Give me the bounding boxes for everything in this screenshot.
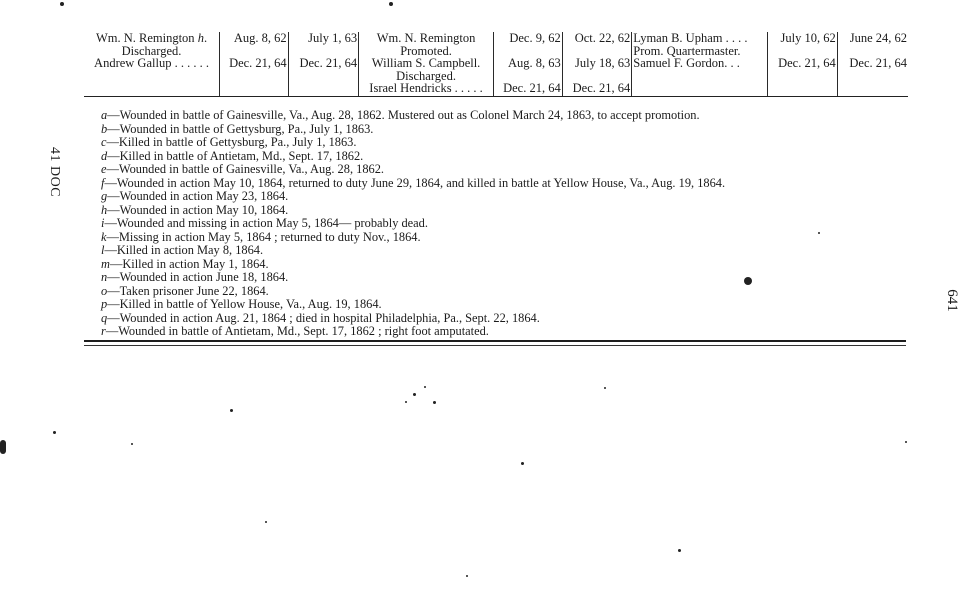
- footnote-text: —Killed in battle of Gettysburg, Pa., July 1, 1863.: [106, 135, 357, 149]
- officer-name: Andrew Gallup . . . . . .: [94, 56, 209, 70]
- table-cell: Dec. 21, 64: [220, 57, 289, 82]
- page-number: 641: [943, 289, 960, 312]
- footnote: [101, 244, 901, 258]
- footnote: [101, 285, 901, 299]
- ink-speck: [818, 232, 820, 234]
- table-cell: Wm. N. Remington h. Discharged.: [95, 31, 208, 58]
- table-row: [84, 57, 908, 82]
- table-cell: Dec. 21, 64: [494, 82, 563, 96]
- table-cell: Aug. 8, 62: [220, 32, 289, 57]
- footnote-text: —Missing in action May 5, 1864 ; returned to duty Nov., 1864.: [106, 229, 421, 244]
- footnote-key: c: [101, 135, 107, 149]
- ink-speck: [905, 441, 907, 443]
- footnote-key: m: [101, 256, 110, 271]
- ink-speck: [0, 440, 6, 454]
- table-cell: [837, 82, 908, 96]
- footnote-text: —Wounded in action Aug. 21, 1864 ; died in hospital Philadelphia, Pa., Sept. 22, 1864.: [107, 310, 540, 325]
- table-cell: Oct. 22, 62: [562, 32, 632, 57]
- footnote-text: —Wounded in action May 10, 1864, returned to duty June 29, 1864, and killed in battle at Yellow House, Va., Aug. 19, 1864.: [104, 175, 726, 190]
- ink-speck: [466, 575, 468, 577]
- footnote-key: f: [101, 175, 105, 190]
- footnote-key: r: [101, 324, 106, 338]
- footnote-key: p: [101, 297, 108, 311]
- footnote-text: —Killed in battle of Yellow House, Va., Aug. 19, 1864.: [107, 297, 382, 311]
- table-cell: July 1, 63: [288, 32, 358, 57]
- footnote-text: —Wounded in battle of Gainesville, Va., Aug. 28, 1862. Mustered out as Colonel March 24, 1863, to accept promotion.: [107, 108, 700, 122]
- ink-speck: [60, 2, 64, 6]
- footnote-text: —Wounded in battle of Gainesville, Va., Aug. 28, 1862.: [106, 162, 385, 176]
- footnote-text: —Killed in action May 1, 1864.: [109, 256, 269, 271]
- officer-name: Lyman B. Upham . . . .: [633, 31, 748, 45]
- officer-name: William S. Campbell.: [371, 56, 481, 70]
- officer-name: Samuel F. Gordon. . .: [633, 56, 740, 70]
- footnote-key: o: [101, 283, 108, 298]
- ink-speck: [521, 462, 524, 465]
- footnote-key: b: [101, 121, 108, 136]
- footnote: [101, 163, 901, 177]
- footnote-key: e: [101, 162, 107, 176]
- footnote-key: g: [101, 189, 108, 203]
- footnote: [101, 109, 901, 123]
- footnote: [101, 312, 901, 326]
- officer-name: Wm. N. Remington: [376, 31, 476, 45]
- table-cell: [359, 57, 494, 82]
- ink-speck: [424, 386, 426, 388]
- footnote-text: —Wounded in battle of Gettysburg, Pa., July 1, 1863.: [107, 121, 374, 136]
- roster-table: [84, 32, 908, 97]
- footnote-key: d: [101, 148, 108, 163]
- officer-name: Israel Hendricks . . . . .: [369, 81, 483, 95]
- footnote-text: —Wounded in action May 10, 1864.: [107, 202, 289, 217]
- table-cell: [84, 57, 220, 82]
- ink-speck: [265, 521, 267, 523]
- ink-speck: [53, 431, 56, 434]
- officer-name: Wm. N. Remington: [95, 31, 195, 45]
- ink-speck: [131, 443, 133, 445]
- footnote: [101, 136, 901, 150]
- table-cell: Dec. 21, 64: [562, 82, 632, 96]
- footnote-key: k: [101, 229, 107, 244]
- footnote: [101, 231, 901, 245]
- footnote-marker: h: [197, 31, 204, 45]
- table-cell: [359, 32, 494, 57]
- footnote-text: —Killed in battle of Antietam, Md., Sept. 17, 1862.: [107, 148, 364, 163]
- footnote-text: —Killed in action May 8, 1864.: [104, 243, 264, 257]
- footnote-key: q: [101, 310, 108, 325]
- footnote-key: l: [101, 243, 105, 257]
- officer-status: Prom. Quartermaster.: [633, 43, 741, 58]
- footnote: [101, 123, 901, 137]
- footnote-text: —Wounded and missing in action May 5, 1864— probably dead.: [104, 216, 428, 230]
- margin-doc-label: 41 DOC: [47, 147, 62, 198]
- footnote-key: h: [101, 202, 108, 217]
- ink-speck: [230, 409, 233, 412]
- table-cell: [632, 32, 768, 57]
- ink-speck: [433, 401, 436, 404]
- table-cell: Dec. 21, 64: [288, 57, 358, 82]
- table-cell: July 18, 63: [562, 57, 632, 82]
- table-cell: Dec. 21, 64: [837, 57, 908, 82]
- ink-speck: [405, 401, 407, 403]
- footnote: [101, 177, 901, 191]
- footnote-key: i: [101, 216, 105, 230]
- footnote: [101, 271, 901, 285]
- footnote: [101, 258, 901, 272]
- table-cell: [632, 57, 768, 82]
- footnote-text: —Taken prisoner June 22, 1864.: [107, 283, 269, 298]
- footnote: [101, 204, 901, 218]
- footnote-text: —Wounded in action May 23, 1864.: [107, 189, 289, 203]
- footnote: [101, 298, 901, 312]
- table-cell: [220, 82, 289, 96]
- ink-speck: [413, 393, 416, 396]
- ink-speck: [389, 2, 393, 6]
- table-cell: [359, 82, 494, 96]
- officer-status: Discharged.: [121, 43, 182, 58]
- ink-speck: [604, 387, 606, 389]
- footnote-text: —Wounded in battle of Antietam, Md., Sept. 17, 1862 ; right foot amputated.: [105, 324, 489, 338]
- officer-status: Promoted.: [400, 43, 452, 58]
- footnote: [101, 217, 901, 231]
- footnote: [101, 325, 901, 339]
- ink-speck: [678, 549, 681, 552]
- table-row: [84, 82, 908, 96]
- table-cell: June 24, 62: [837, 32, 908, 57]
- footnote-text: —Wounded in action June 18, 1864.: [107, 270, 289, 284]
- officer-status: Discharged.: [396, 68, 456, 83]
- table-cell: Aug. 8, 63: [494, 57, 563, 82]
- footnotes: [101, 109, 901, 339]
- double-rule-top: [84, 340, 906, 342]
- table-cell: [768, 82, 838, 96]
- footnote-key: a: [101, 108, 108, 122]
- double-rule-bottom: [84, 345, 906, 346]
- table-cell: [632, 82, 768, 96]
- table-row: [84, 32, 908, 57]
- footnote-key: n: [101, 270, 108, 284]
- table-cell: Dec. 21, 64: [768, 57, 838, 82]
- footnote: [101, 190, 901, 204]
- table-cell: Dec. 9, 62: [494, 32, 563, 57]
- footnote: [101, 150, 901, 164]
- table-cell: [288, 82, 358, 96]
- table-cell: [84, 82, 220, 96]
- table-cell: July 10, 62: [768, 32, 838, 57]
- ink-speck: [744, 277, 752, 285]
